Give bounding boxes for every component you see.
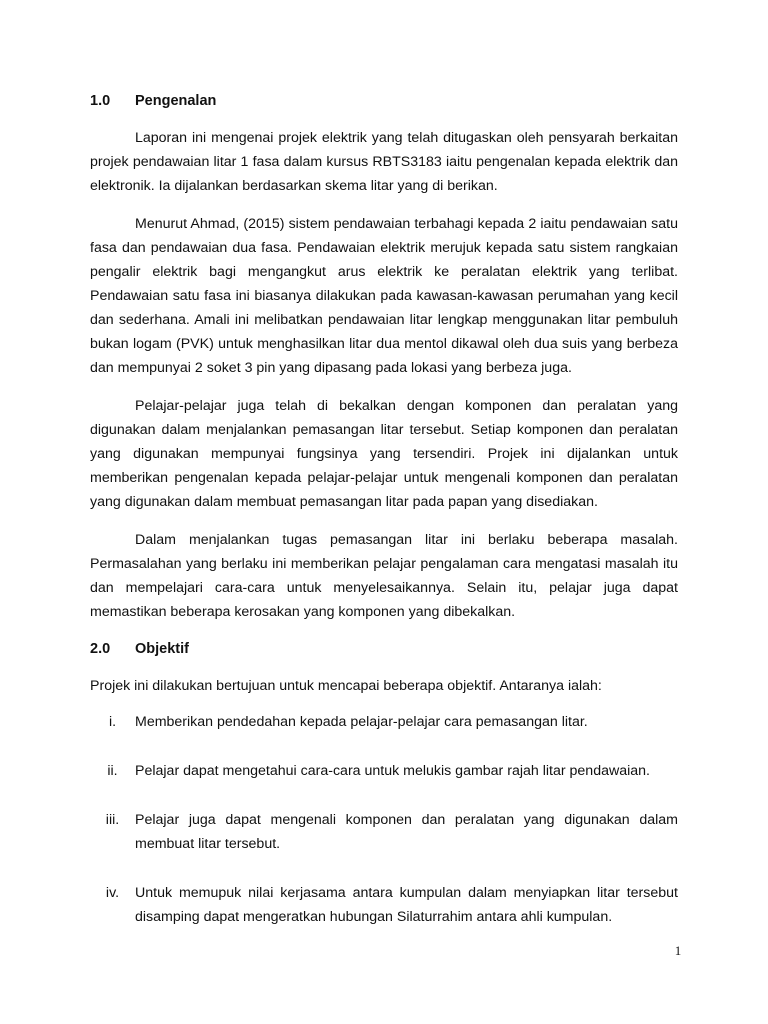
list-item	[90, 808, 678, 856]
list-marker: i.	[108, 714, 117, 730]
paragraph: Pelajar-pelajar juga telah di bekalkan dengan komponen dan peralatan yang digunakan dalam menjalankan pemasangan litar tersebut. Setiap komponen dan peralatan yang digunakan mempunyai fungsinya yang tersendiri. Projek ini dijalankan untuk memberikan pengenalan kepada pelajar-pelajar untuk mengenali komponen dan peralatan yang digunakan dalam membuat pemasangan litar pada papan yang disediakan.	[90, 398, 678, 510]
list-item	[90, 759, 678, 783]
section-title: Objektif	[135, 641, 189, 657]
list-item-text: Pelajar juga dapat mengenali komponen dan peralatan yang digunakan dalam membuat litar tersebut.	[135, 812, 678, 852]
paragraph: Laporan ini mengenai projek elektrik yang telah ditugaskan oleh pensyarah berkaitan projek pendawaian litar 1 fasa dalam kursus RBTS3183 iaitu pengenalan kepada elektrik dan elektronik. Ia dijalankan berdasarkan skema litar yang di berikan.	[90, 130, 678, 194]
section-number: 1.0	[90, 93, 111, 109]
objectives-intro: Projek ini dilakukan bertujuan untuk mencapai beberapa objektif. Antaranya ialah:	[90, 678, 602, 694]
objectives-list	[90, 710, 678, 929]
list-marker: iii.	[105, 812, 120, 828]
list-item	[90, 881, 678, 929]
section-heading-objectives	[90, 636, 678, 662]
section-number: 2.0	[90, 641, 111, 657]
paragraph: Dalam menjalankan tugas pemasangan litar ini berlaku beberapa masalah. Permasalahan yang berlaku ini memberikan pelajar pengalaman cara mengatasi masalah itu dan mempelajari cara-cara untuk menyelesaikannya. Selain itu, pelajar juga dapat memastikan beberapa kerosakan yang komponen yang dibekalkan.	[90, 532, 678, 620]
page-number: 1	[674, 943, 682, 958]
list-item-text: Memberikan pendedahan kepada pelajar-pelajar cara pemasangan litar.	[135, 714, 588, 730]
list-marker: ii.	[107, 763, 118, 779]
list-item-text: Untuk memupuk nilai kerjasama antara kumpulan dalam menyiapkan litar tersebut disamping dapat mengeratkan hubungan Silaturrahim antara ahli kumpulan.	[135, 885, 678, 925]
paragraph: Menurut Ahmad, (2015) sistem pendawaian terbahagi kepada 2 iaitu pendawaian satu fasa dan pendawaian dua fasa. Pendawaian elektrik merujuk kepada satu sistem rangkaian pengalir elektrik bagi mengangkut arus elektrik ke peralatan elektrik yang terlibat. Pendawaian satu fasa ini biasanya dilakukan pada kawasan-kawasan perumahan yang kecil dan sederhana. Amali ini melibatkan pendawaian litar lengkap menggunakan litar pembuluh bukan logam (PVK) untuk menghasilkan litar dua mentol dikawal oleh dua suis yang berbeza dan mempunyai 2 soket 3 pin yang dipasang pada lokasi yang berbeza juga.	[90, 216, 678, 376]
section-title: Pengenalan	[135, 93, 217, 109]
section-heading-introduction	[90, 88, 678, 114]
list-item	[90, 710, 678, 734]
list-item-text: Pelajar dapat mengetahui cara-cara untuk melukis gambar rajah litar pendawaian.	[135, 763, 650, 779]
list-marker: iv.	[105, 885, 120, 901]
page-content	[90, 88, 678, 929]
